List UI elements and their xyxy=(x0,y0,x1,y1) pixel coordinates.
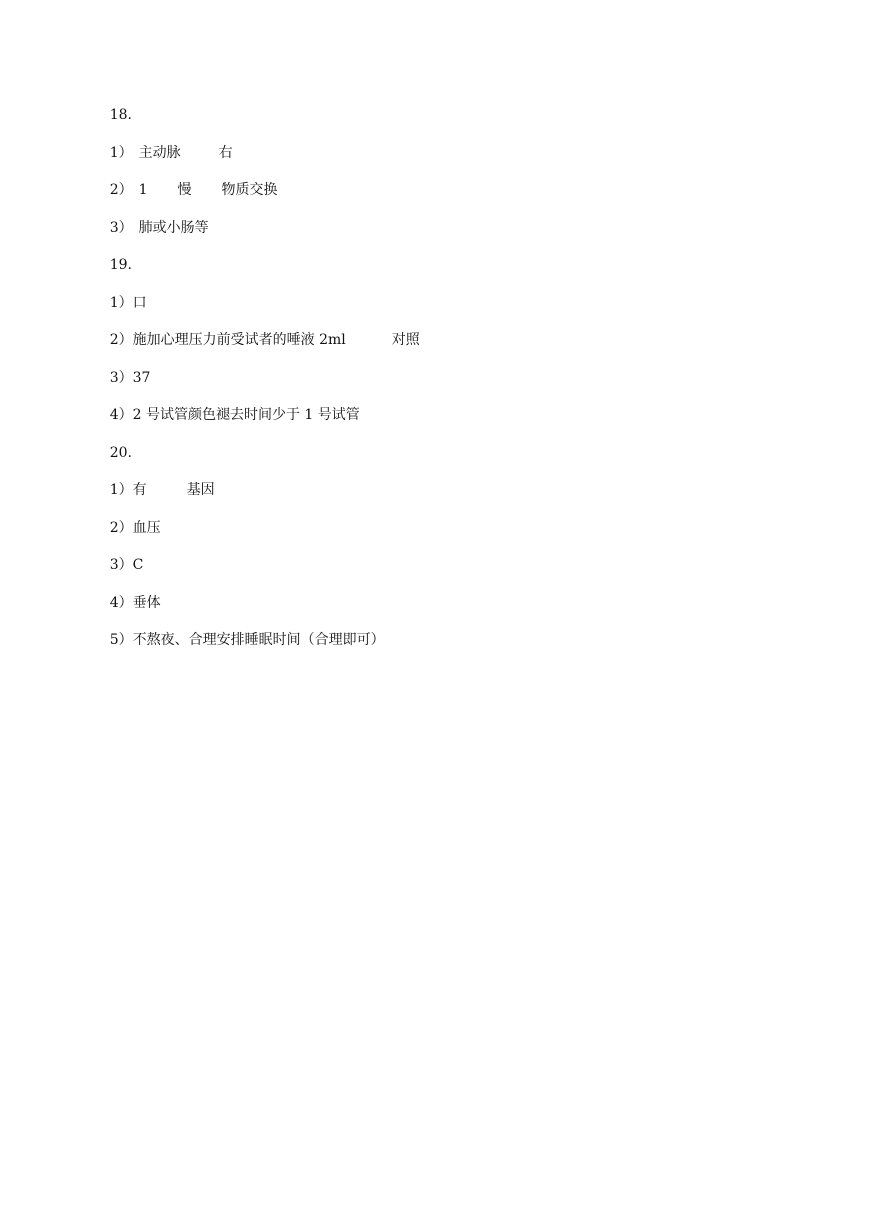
answer-text: 右 xyxy=(218,144,233,161)
q20-answer-4 xyxy=(83,570,803,611)
answer-text: C xyxy=(132,557,144,573)
q20-answer-3 xyxy=(83,532,803,573)
answer-label: 1） xyxy=(109,144,133,161)
answer-list xyxy=(83,82,803,648)
answer-label: 1） xyxy=(109,482,133,498)
answer-label: 2） xyxy=(109,519,133,536)
answer-text: 37 xyxy=(132,369,151,386)
answer-text: 垂体 xyxy=(132,594,161,611)
answer-label: 3） xyxy=(109,369,133,386)
q19-answer-2 xyxy=(83,307,803,348)
q19-answer-1 xyxy=(83,270,803,311)
answer-label: 4） xyxy=(109,594,133,611)
answer-text: 肺或小肠等 xyxy=(138,219,209,236)
answer-text: 基因 xyxy=(186,482,215,498)
question-number-20: 20. xyxy=(109,444,132,461)
answer-text: 不熬夜、合理安排睡眠时间（合理即可） xyxy=(132,632,385,648)
answer-label: 1） xyxy=(109,294,133,311)
answer-text: 有 xyxy=(132,482,147,498)
answer-text: 施加心理压力前受试者的唾液 2ml xyxy=(132,332,346,348)
q20-answer-5 xyxy=(83,607,803,648)
answer-text: 血压 xyxy=(132,519,161,536)
answer-label: 3） xyxy=(109,219,133,236)
answer-text: 慢 xyxy=(177,182,192,198)
answer-text: 1 xyxy=(138,182,148,198)
answer-label: 2） xyxy=(109,182,133,198)
q20-answer-1 xyxy=(83,457,803,498)
answer-text: 口 xyxy=(132,294,147,311)
answer-label: 4） xyxy=(109,407,133,423)
answer-label: 3） xyxy=(109,557,133,573)
answer-text: 对照 xyxy=(391,332,420,348)
question-number-18: 18. xyxy=(109,107,132,123)
answer-label: 5） xyxy=(109,632,133,648)
answer-text: 物质交换 xyxy=(221,182,278,198)
q18-answer-1 xyxy=(83,120,803,161)
answer-label: 2） xyxy=(109,332,133,348)
question-number-19: 19. xyxy=(109,257,132,273)
answer-text: 2 号试管颜色褪去时间少于 1 号试管 xyxy=(132,407,360,423)
q19-answer-4 xyxy=(83,382,803,423)
answer-text: 主动脉 xyxy=(138,144,181,161)
